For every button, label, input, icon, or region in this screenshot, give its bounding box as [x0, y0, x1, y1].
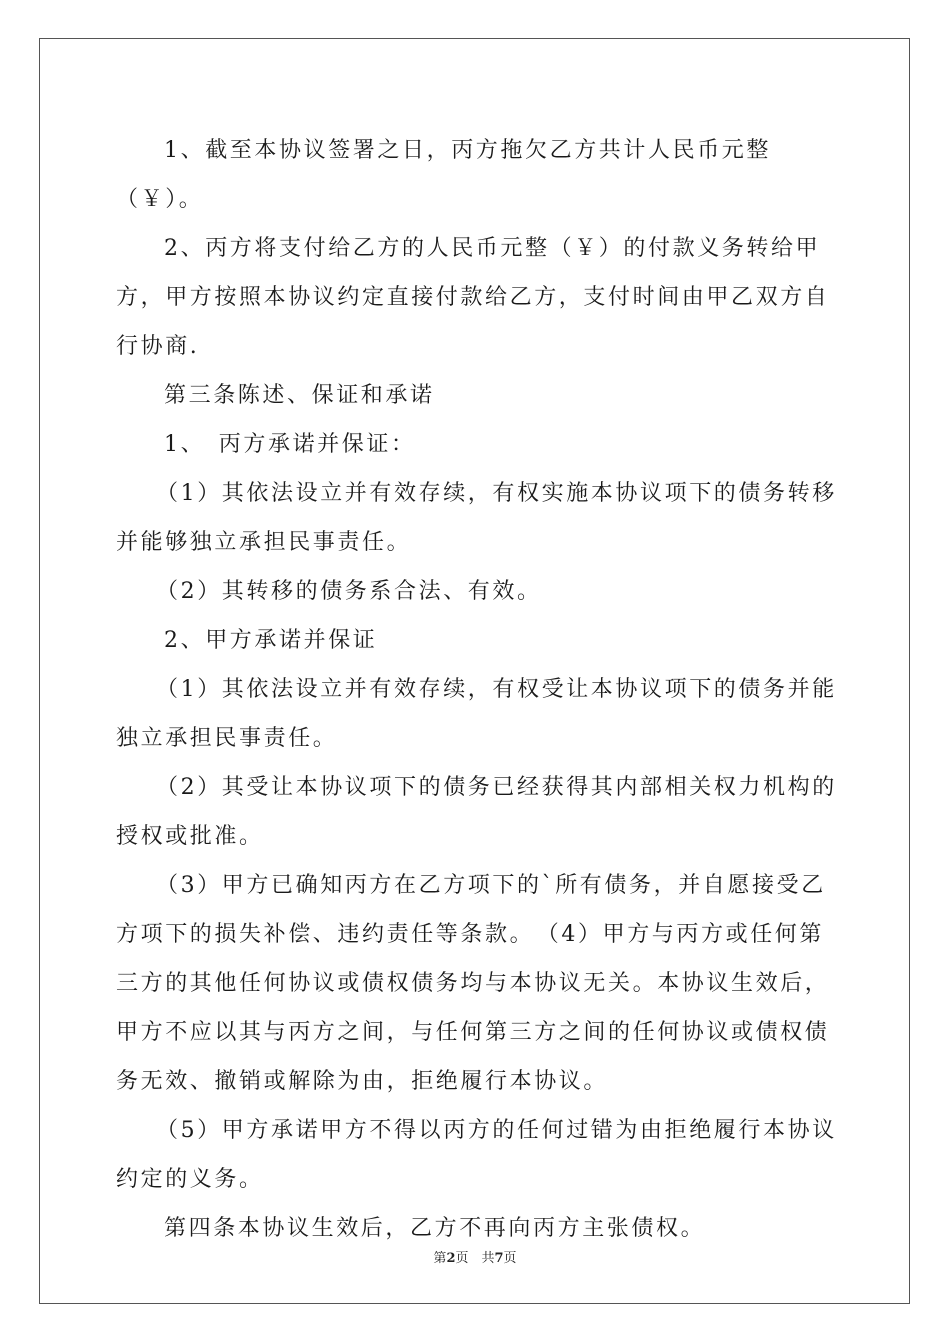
paragraph: （1）其依法设立并有效存续，有权实施本协议项下的债务转移并能够独立承担民事责任。	[116, 481, 837, 555]
footer-middle: 页 共	[455, 1251, 495, 1266]
current-page-number: 2	[446, 1251, 456, 1266]
page-footer	[0, 1247, 950, 1266]
paragraph: （5）甲方承诺甲方不得以丙方的任何过错为由拒绝履行本协议约定的义务。	[116, 1118, 837, 1192]
paragraph: （3）甲方已确知丙方在乙方项下的`所有债务，并自愿接受乙方项下的损失补偿、违约责任等条款。 （4）甲方与丙方或任何第三方的其他任何协议或债权债务均与本协议无关。本协议生效后，甲方不应以其与丙方之间，与任何第三方之间的任何协议或债权债务无效、撤销或解除为由，拒绝履行本协议。	[116, 873, 830, 1094]
paragraph: （1）其依法设立并有效存续，有权受让本协议项下的债务并能独立承担民事责任。	[116, 677, 837, 751]
total-page-number: 7	[494, 1251, 504, 1266]
paragraph: （2）其受让本协议项下的债务已经获得其内部相关权力机构的授权或批准。	[116, 775, 837, 849]
paragraph: 2、丙方将支付给乙方的人民币元整（￥）的付款义务转给甲方，甲方按照本协议约定直接付款给乙方，支付时间由甲乙双方自行协商.	[116, 236, 830, 359]
paragraph: （2）其转移的债务系合法、有效。	[156, 579, 542, 604]
document-body	[116, 126, 838, 1253]
paragraph: 2、甲方承诺并保证	[164, 628, 378, 653]
paragraph: 第四条本协议生效后，乙方不再向丙方主张债权。	[164, 1216, 706, 1241]
paragraph: 第三条陈述、保证和承诺	[164, 383, 435, 408]
paragraph: 1、 丙方承诺并保证：	[164, 432, 416, 457]
footer-prefix: 第	[433, 1251, 447, 1266]
paragraph: 1、截至本协议签署之日，丙方拖欠乙方共计人民币元整（￥）。	[116, 138, 771, 212]
footer-suffix: 页	[503, 1251, 517, 1266]
